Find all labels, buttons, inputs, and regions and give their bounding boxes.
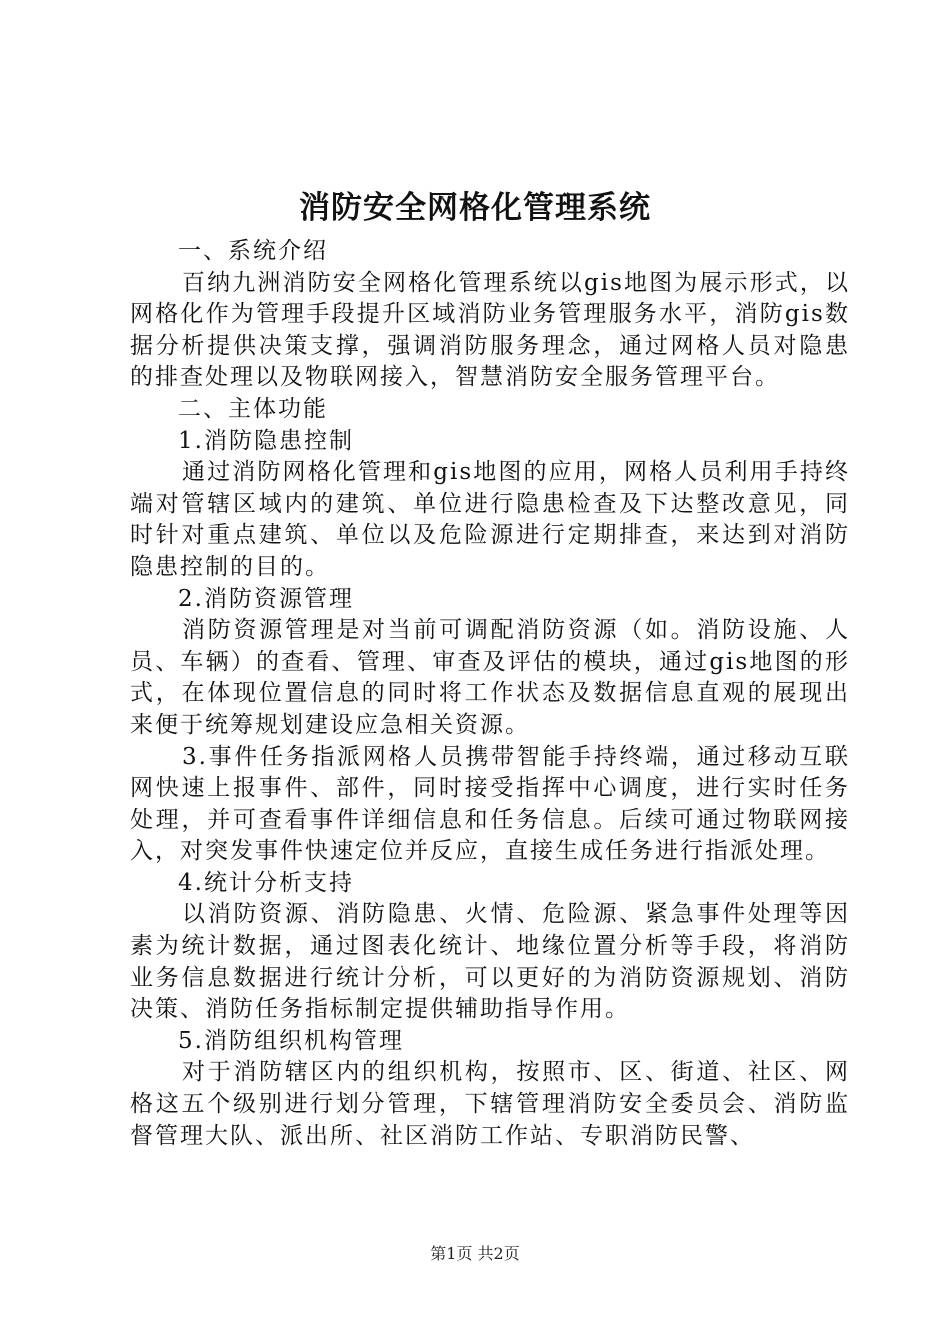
subheading-organization: 5.消防组织机构管理 [178, 1027, 404, 1054]
paragraph-statistics: 以消防资源、消防隐患、火情、危险源、紧急事件处理等因素为统计数据，通过图表化统计、地缘位置分析等手段，将消防业务信息数据进行统计分析，可以更好的为消防资源规划、消防决策、消防任务指标制定提供辅助指导作用。 [130, 901, 850, 1023]
paragraph-organization: 对于消防辖区内的组织机构，按照市、区、街道、社区、网格这五个级别进行划分管理，下辖管理消防安全委员会、消防监督管理大队、派出所、社区消防工作站、专职消防民警、 [130, 1059, 850, 1149]
section-heading-functions: 二、主体功能 [178, 395, 328, 422]
document-body [130, 236, 850, 1152]
subheading-resource-management: 2.消防资源管理 [178, 585, 354, 612]
paragraph-intro: 百纳九洲消防安全网格化管理系统以gis地图为展示形式，以网格化作为管理手段提升区域消防业务管理服务水平，消防gis数据分析提供决策支撑，强调消防服务理念，通过网格人员对隐患的排查处理以及物联网接入，智慧消防安全服务管理平台。 [130, 269, 850, 391]
subheading-hazard-control: 1.消防隐患控制 [178, 427, 354, 454]
subheading-statistics: 4.统计分析支持 [178, 869, 354, 896]
page-footer: 第1页 共2页 [430, 1244, 520, 1263]
document-title: 消防安全网格化管理系统 [299, 190, 651, 226]
paragraph-task-dispatch: 3.事件任务指派网格人员携带智能手持终端，通过移动互联网快速上报事件、部件，同时接受指挥中心调度，进行实时任务处理，并可查看事件详细信息和任务信息。后续可通过物联网接入，对突发事件快速定位并反应，直接生成任务进行指派处理。 [130, 743, 850, 865]
paragraph-hazard-control: 通过消防网格化管理和gis地图的应用，网格人员利用手持终端对管辖区域内的建筑、单位进行隐患检查及下达整改意见，同时针对重点建筑、单位以及危险源进行定期排查，来达到对消防隐患控制的目的。 [130, 459, 850, 580]
paragraph-resource-management: 消防资源管理是对当前可调配消防资源（如。消防设施、人员、车辆）的查看、管理、审查及评估的模块，通过gis地图的形式，在体现位置信息的同时将工作状态及数据信息直观的展现出来便于统筹规划建设应急相关资源。 [130, 617, 850, 738]
section-heading-intro: 一、系统介绍 [178, 238, 328, 264]
